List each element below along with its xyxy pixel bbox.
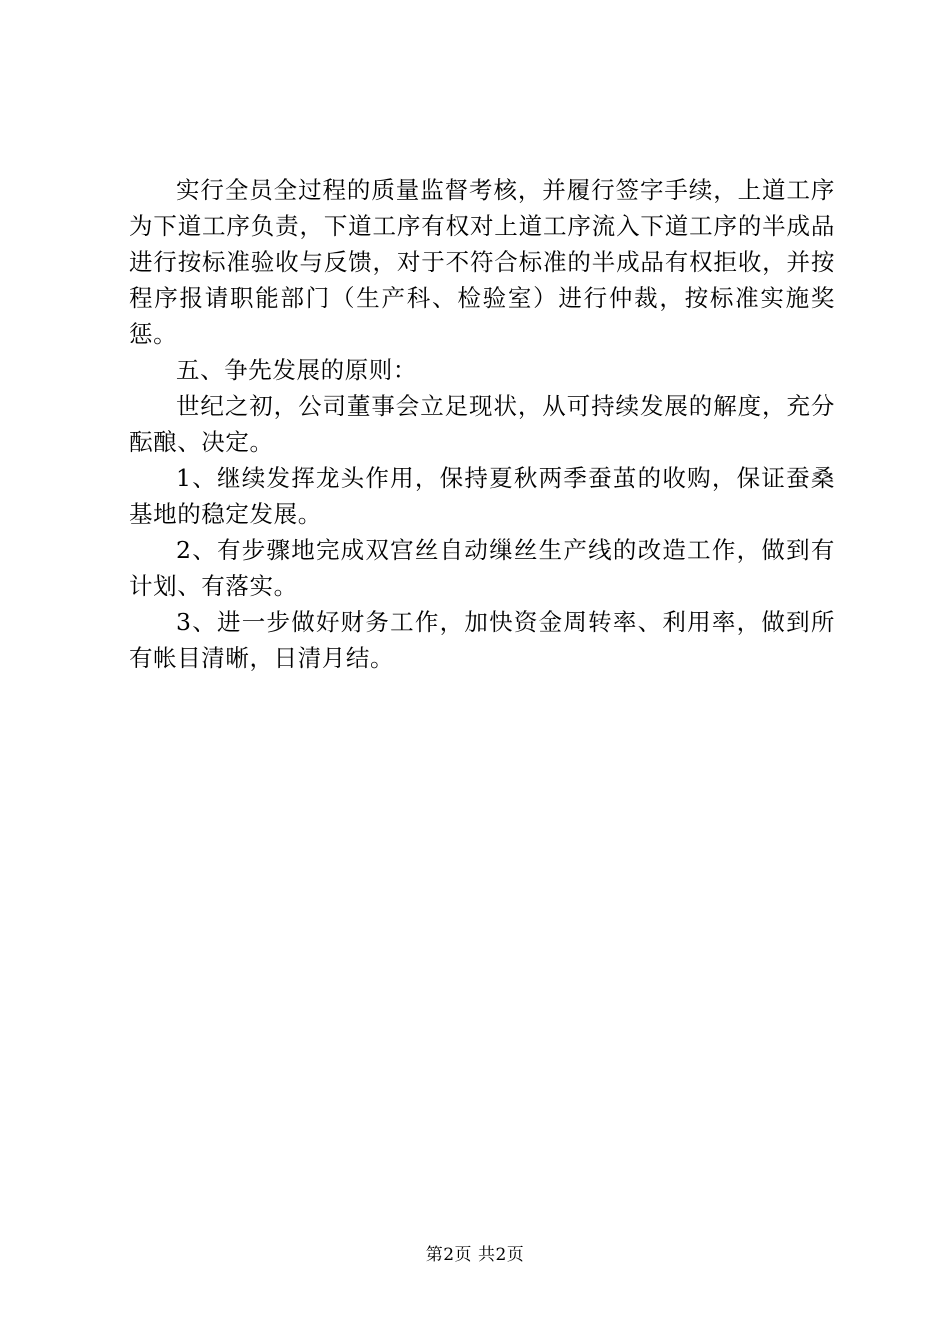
section-heading-development-principle: 五、争先发展的原则：: [176, 356, 417, 384]
document-body: [129, 172, 835, 676]
list-item-3: 3、进一步做好财务工作，加快资金周转率、利用率，做到所有帐目清晰，日清月结。: [129, 608, 835, 672]
page-number-label: 第2页 共2页: [425, 1245, 525, 1265]
list-item-2: 2、有步骤地完成双宫丝自动缫丝生产线的改造工作，做到有计划、有落实。: [129, 536, 835, 600]
list-item-1: 1、继续发挥龙头作用，保持夏秋两季蚕茧的收购，保证蚕桑基地的稳定发展。: [129, 464, 835, 528]
page-footer: [0, 1243, 950, 1267]
paragraph-quality-supervision: 实行全员全过程的质量监督考核，并履行签字手续，上道工序为下道工序负责，下道工序有权对上道工序流入下道工序的半成品进行按标准验收与反馈，对于不符合标准的半成品有权拒收，并按程序报请职能部门（生产科、检验室）进行仲裁，按标准实施奖惩。: [129, 176, 835, 348]
paragraph-board-decision: 世纪之初，公司董事会立足现状，从可持续发展的解度，充分酝酿、决定。: [129, 392, 835, 456]
